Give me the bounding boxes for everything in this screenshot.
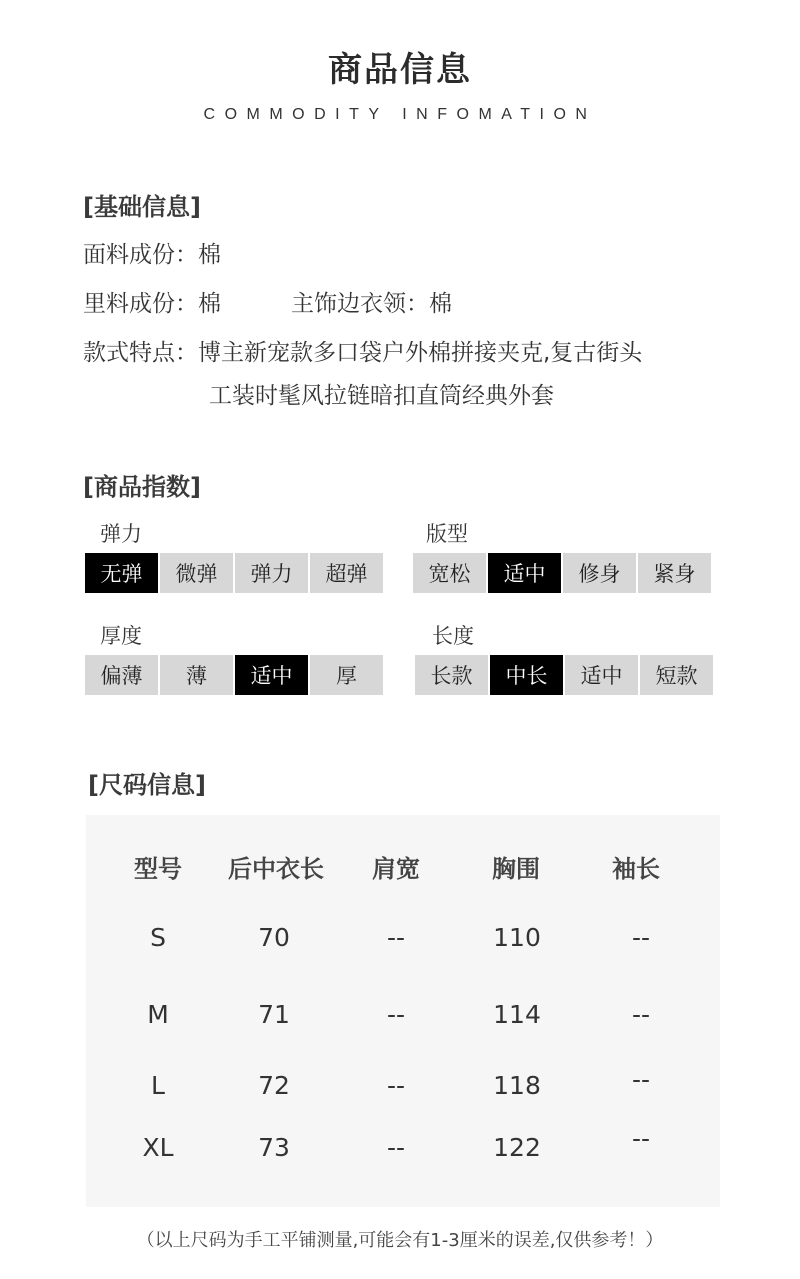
collar-text: 主饰边衣领：棉	[291, 291, 452, 317]
length-scale	[415, 655, 713, 695]
index-option: 适中	[565, 655, 638, 695]
table-cell: 110	[493, 923, 541, 952]
elasticity-label: 弹力	[100, 522, 142, 546]
index-option: 超弹	[310, 553, 383, 593]
page-subtitle: COMMODITY INFOMATION	[203, 106, 597, 123]
index-option-selected: 中长	[490, 655, 563, 695]
size-table	[86, 815, 720, 1207]
table-cell: 114	[493, 1000, 541, 1029]
index-option: 宽松	[413, 553, 486, 593]
length-label: 长度	[432, 624, 474, 648]
index-option-selected: 适中	[488, 553, 561, 593]
table-cell: --	[631, 1124, 651, 1153]
index-option: 薄	[160, 655, 233, 695]
column-header-length: 后中衣长	[228, 855, 324, 883]
index-option-selected: 适中	[235, 655, 308, 695]
table-cell: --	[631, 923, 651, 952]
style-line-1: 款式特点：博主新宠款多口袋户外棉拼接夹克,复古街头	[83, 340, 643, 366]
table-cell: --	[386, 1000, 406, 1029]
index-option: 修身	[563, 553, 636, 593]
column-header-size: 型号	[134, 855, 182, 883]
lining-collar-line	[83, 285, 452, 318]
index-option: 偏薄	[85, 655, 158, 695]
lining-text: 里料成份：棉	[83, 291, 221, 317]
index-option: 长款	[415, 655, 488, 695]
thickness-label: 厚度	[100, 624, 142, 648]
index-option: 厚	[310, 655, 383, 695]
measurement-note: （以上尺码为手工平铺测量,可能会有1-3厘米的误差,仅供参考！）	[136, 1230, 664, 1251]
fit-scale	[413, 553, 711, 593]
index-option: 短款	[640, 655, 713, 695]
index-option-selected: 无弹	[85, 553, 158, 593]
table-cell: 72	[258, 1071, 290, 1100]
elasticity-scale	[85, 553, 383, 593]
table-cell: 70	[258, 923, 290, 952]
column-header-chest: 胸围	[492, 855, 540, 883]
product-index-heading: [商品指数]	[83, 473, 201, 501]
index-option: 微弹	[160, 553, 233, 593]
table-cell: --	[386, 1071, 406, 1100]
table-cell: 118	[493, 1071, 541, 1100]
size-info-heading: [尺码信息]	[88, 771, 206, 799]
table-cell: XL	[142, 1133, 174, 1162]
table-cell: --	[386, 1133, 406, 1162]
thickness-scale	[85, 655, 383, 695]
table-cell: L	[151, 1071, 165, 1100]
table-cell: --	[631, 1000, 651, 1029]
table-cell: --	[386, 923, 406, 952]
fabric-line: 面料成份：棉	[83, 242, 221, 268]
table-cell: M	[147, 1000, 169, 1029]
page-title: 商品信息	[328, 50, 472, 90]
style-line-2: 工装时髦风拉链暗扣直筒经典外套	[209, 383, 554, 409]
index-option: 紧身	[638, 553, 711, 593]
column-header-shoulder: 肩宽	[372, 855, 420, 883]
table-cell: 73	[258, 1133, 290, 1162]
column-header-sleeve: 袖长	[612, 855, 660, 883]
table-cell: --	[631, 1065, 651, 1094]
table-cell: S	[150, 923, 166, 952]
basic-info-heading: [基础信息]	[83, 193, 201, 221]
fit-label: 版型	[426, 522, 468, 546]
table-cell: 71	[258, 1000, 290, 1029]
table-cell: 122	[493, 1133, 541, 1162]
index-option: 弹力	[235, 553, 308, 593]
